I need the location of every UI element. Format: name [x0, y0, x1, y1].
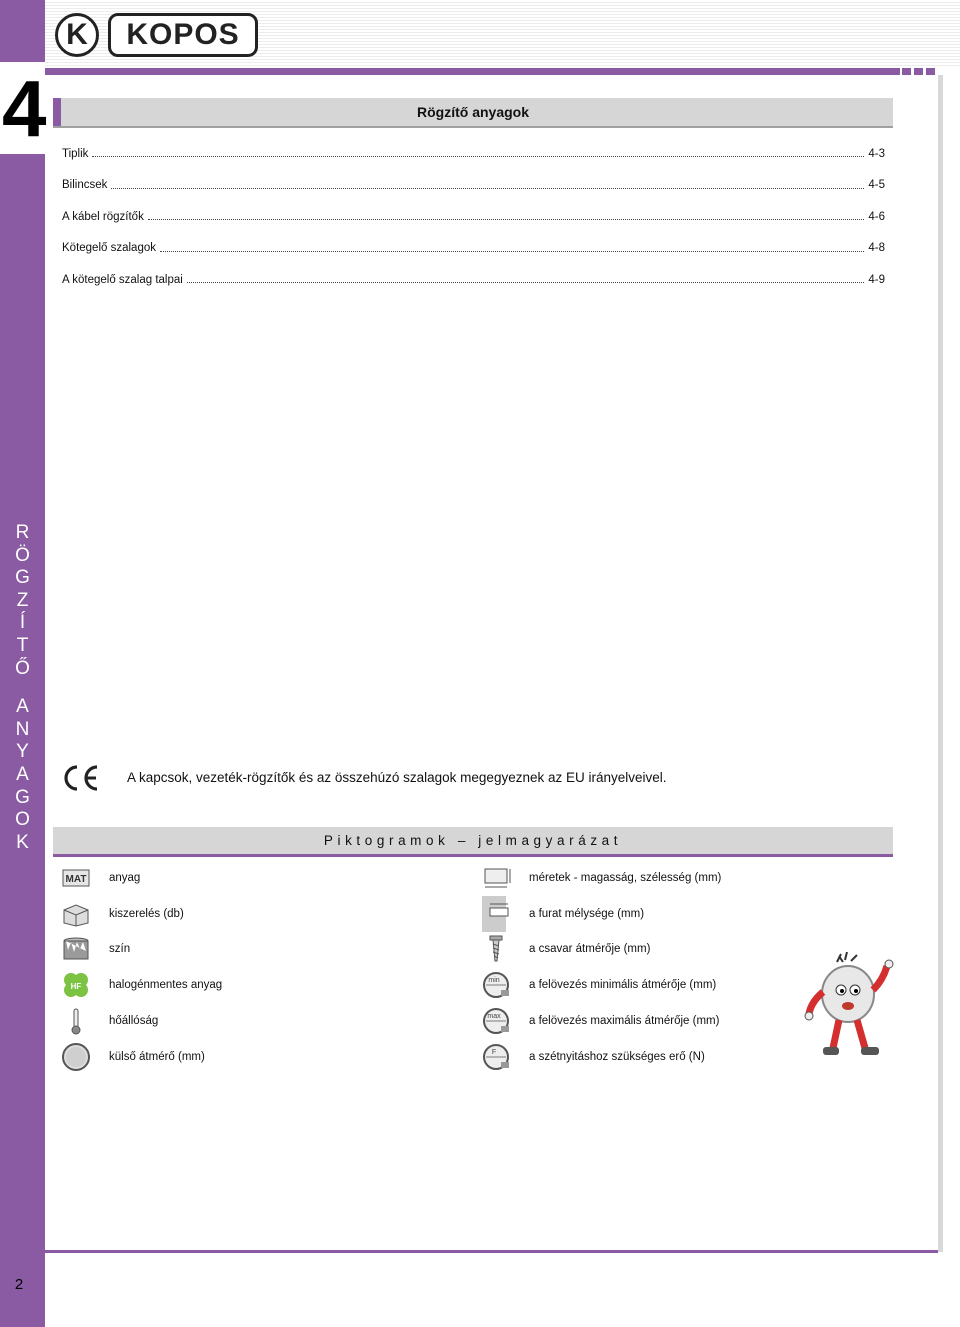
- toc-label: A kábel rögzítők: [62, 210, 144, 223]
- legend-item: [480, 1005, 719, 1037]
- section-title-bar: [53, 98, 893, 128]
- svg-text:max: max: [487, 1012, 501, 1020]
- toc-leader: [187, 282, 865, 283]
- toc-entry[interactable]: [62, 233, 885, 265]
- vertical-title-letter: G: [15, 567, 30, 589]
- toc-label: Bilincsek: [62, 179, 108, 192]
- toc-label: Kötegelő szalagok: [62, 242, 156, 255]
- svg-text:min: min: [488, 977, 500, 985]
- svg-text:F: F: [491, 1048, 497, 1056]
- force-icon: [480, 1041, 512, 1073]
- mat-icon: [60, 862, 92, 894]
- legend-label: a furat mélysége (mm): [529, 907, 645, 920]
- legend-label: anyag: [109, 872, 141, 884]
- vertical-title-letter: Y: [16, 741, 29, 763]
- vertical-title-letter: Í: [19, 612, 26, 634]
- legend-item: [60, 862, 140, 894]
- svg-text:HF: HF: [70, 982, 82, 992]
- toc-entry[interactable]: [62, 170, 885, 202]
- legend-item: [60, 1005, 158, 1037]
- table-of-contents: [62, 138, 885, 296]
- legend-label: méretek - magasság, szélesség (mm): [529, 872, 722, 884]
- legend-item: [60, 969, 222, 1001]
- title-bar-accent: [53, 98, 61, 126]
- legend-label: halogénmentes anyag: [109, 979, 223, 992]
- legend-item: [60, 1041, 205, 1073]
- logo: [108, 13, 258, 57]
- toc-entry[interactable]: [62, 264, 885, 296]
- legend-item: [60, 933, 130, 965]
- toc-page: 4-6: [868, 210, 885, 223]
- legend-label: külső átmérő (mm): [109, 1050, 205, 1063]
- right-border: [938, 75, 943, 1252]
- header-square: [914, 68, 923, 75]
- vertical-title-letter: O: [15, 809, 30, 831]
- box-icon: [60, 898, 92, 930]
- logo-mark-icon: [55, 13, 99, 57]
- legend-label: hőállóság: [109, 1014, 159, 1027]
- chapter-number: 4: [2, 64, 45, 153]
- logo-mark-letter: K: [66, 18, 88, 51]
- pictograms-title: Piktogramok – jelmagyarázat: [323, 833, 623, 848]
- mascot-icon: [803, 952, 895, 1064]
- vertical-title-letter: Ő: [15, 657, 30, 679]
- pictograms-bar: [53, 827, 893, 857]
- toc-page: 4-3: [868, 147, 885, 160]
- vertical-title-letter: G: [15, 786, 30, 808]
- toc-page: 4-8: [868, 242, 885, 255]
- legend-item: [480, 1041, 705, 1073]
- toc-label: Tiplik: [62, 147, 89, 160]
- toc-leader: [111, 188, 864, 189]
- ce-statement: A kapcsok, vezeték-rögzítők és az összehúzó szalagok megegyeznek az EU irányelveivel.: [127, 770, 667, 785]
- ce-mark-icon: [60, 763, 100, 793]
- svg-text:MAT: MAT: [65, 874, 87, 885]
- legend-item: [480, 933, 650, 965]
- footer-divider: [45, 1250, 938, 1253]
- legend-label: a csavar átmérője (mm): [529, 943, 651, 956]
- legend-item: [480, 898, 644, 930]
- dimensions-icon: [480, 862, 512, 894]
- toc-page: 4-9: [868, 273, 885, 286]
- toc-entry[interactable]: [62, 201, 885, 233]
- legend-label: kiszerelés (db): [109, 907, 184, 920]
- vertical-title-letter: A: [16, 763, 29, 785]
- logo-text: KOPOS: [126, 18, 240, 51]
- toc-page: 4-5: [868, 179, 885, 192]
- vertical-chapter-title: [0, 522, 45, 854]
- toc-leader: [160, 251, 864, 252]
- section-title: Rögzítő anyagok: [416, 104, 529, 120]
- vertical-title-letter: R: [15, 522, 30, 543]
- toc-label: A kötegelő szalag talpai: [62, 273, 183, 286]
- legend-item: [480, 969, 716, 1001]
- min-diameter-icon: [480, 969, 512, 1001]
- vertical-title-letter: Z: [16, 589, 29, 611]
- vertical-title-letter: K: [16, 831, 29, 853]
- legend-label: a szétnyitáshoz szükséges erő (N): [529, 1050, 705, 1063]
- vertical-title-letter: T: [16, 634, 29, 656]
- vertical-title-letter: A: [16, 696, 29, 718]
- vertical-title-letter: N: [15, 718, 30, 740]
- legend-item: [60, 898, 184, 930]
- toc-leader: [148, 219, 865, 220]
- header-divider: [45, 68, 900, 75]
- toc-leader: [92, 156, 864, 157]
- paint-can-icon: [60, 933, 92, 965]
- max-diameter-icon: [480, 1005, 512, 1037]
- vertical-title-letter: Ö: [15, 544, 30, 566]
- halogen-free-icon: [60, 969, 92, 1001]
- legend-item: [480, 862, 721, 894]
- header-square: [902, 68, 911, 75]
- toc-entry[interactable]: [62, 138, 885, 170]
- legend-label: a felövezés maximális átmérője (mm): [529, 1014, 720, 1027]
- thermometer-icon: [60, 1005, 92, 1037]
- screw-icon: [480, 933, 512, 965]
- header-square: [926, 68, 935, 75]
- legend-label: a felövezés minimális átmérője (mm): [529, 979, 717, 992]
- outer-diameter-icon: [60, 1041, 92, 1073]
- legend-label: szín: [109, 943, 131, 956]
- drill-depth-icon: [480, 898, 512, 930]
- page-number: 2: [14, 1276, 24, 1293]
